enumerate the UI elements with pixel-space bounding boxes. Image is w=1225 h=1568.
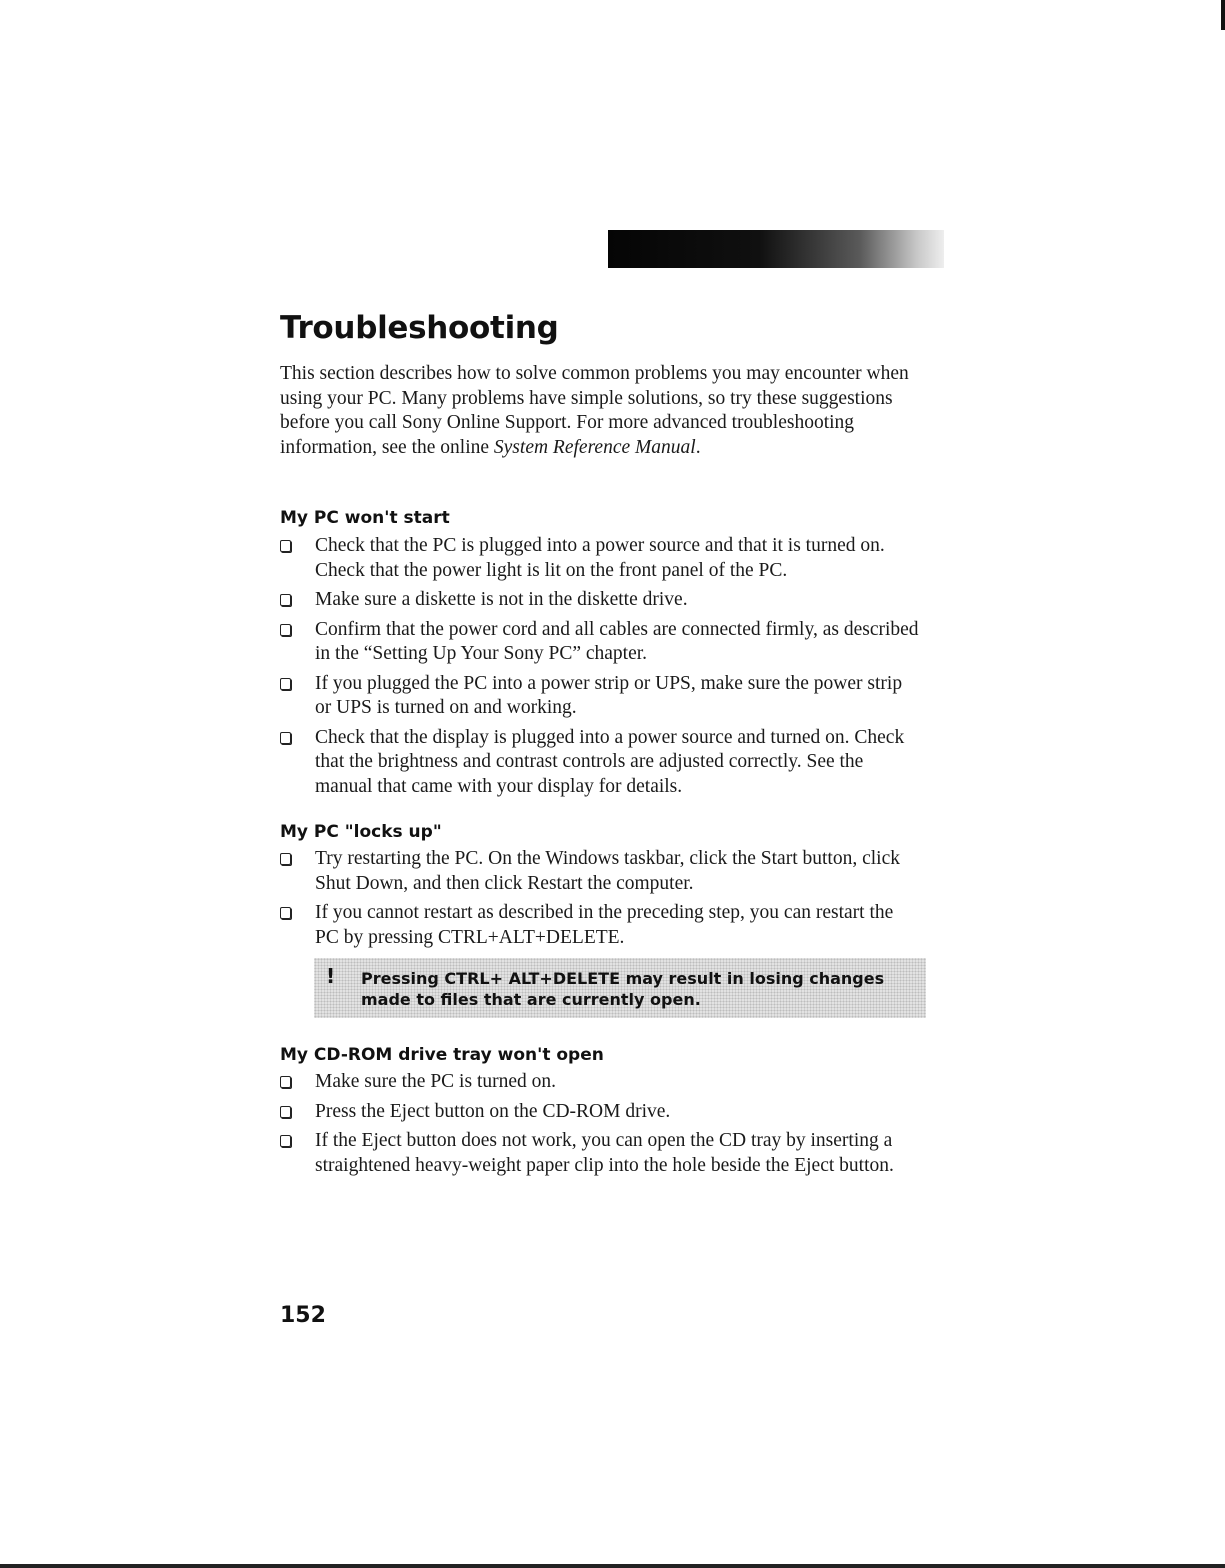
intro-reference-title: System Reference Manual [493,436,696,458]
list-item-text: Press the Eject button on the CD-ROM drive. [315,1100,671,1122]
checkbox-bullet-icon [280,594,291,606]
checkbox-bullet-icon [280,732,291,744]
list-item [280,1070,920,1095]
checkbox-bullet-icon [280,540,291,552]
bullet-list-cdrom-tray [280,1070,920,1183]
list-item [280,534,920,583]
page-title: Troubleshooting [280,310,559,346]
list-item-text: If you plugged the PC into a power strip or UPS, make sure the power strip or UPS is turned on and working. [315,672,903,718]
warning-text: Pressing CTRL+ ALT+DELETE may result in losing changes made to files that are currently open. [361,969,885,1009]
intro-end: . [695,436,701,458]
list-item [280,726,920,800]
checkbox-bullet-icon [280,1106,291,1118]
intro-text: This section describes how to solve common problems you may encounter when using your PC. Many problems have simple solutions, so try these suggestions before you call Sony Online Support. For more advanced troubleshooting information, see the online [280,363,909,458]
warning-callout [314,958,926,1018]
checkbox-bullet-icon [280,678,291,690]
section-heading-wont-start: My PC won't start [280,508,450,528]
list-item [280,1100,920,1125]
checkbox-bullet-icon [280,853,291,865]
bullet-list-locks-up [280,847,920,955]
chapter-header-bar [608,230,944,268]
checkbox-bullet-icon [280,624,291,636]
checkbox-bullet-icon [280,1076,291,1088]
list-item [280,901,920,950]
intro-paragraph [280,362,930,460]
list-item-text: Try restarting the PC. On the Windows taskbar, click the Start button, click Shut Down, and then click Restart the computer. [315,848,900,894]
list-item [280,1129,920,1178]
list-item-text: Confirm that the power cord and all cables are connected firmly, as described in the “Setting Up Your Sony PC” chapter. [315,618,919,664]
list-item-text: If you cannot restart as described in the preceding step, you can restart the PC by pressing CTRL+ALT+DELETE. [315,902,894,948]
list-item [280,672,920,721]
section-heading-cdrom-tray: My CD-ROM drive tray won't open [280,1045,604,1065]
bottom-scan-edge [0,1564,1225,1568]
list-item-text: Make sure a diskette is not in the diskette drive. [315,589,688,610]
corner-scan-mark [1221,0,1225,30]
checkbox-bullet-icon [280,907,291,919]
checkbox-bullet-icon [280,1135,291,1147]
list-item-text: If the Eject button does not work, you can open the CD tray by inserting a straightened heavy-weight paper clip into the hole beside the Eject button. [315,1130,894,1176]
list-item-text: Make sure the PC is turned on. [315,1071,557,1092]
exclamation-icon: ! [326,964,336,988]
list-item [280,618,920,667]
list-item-text: Check that the display is plugged into a power source and turned on. Check that the brightness and contrast controls are adjusted correctly. See the manual that came with your display for details. [315,726,905,797]
page-number: 152 [280,1303,326,1328]
section-heading-locks-up: My PC "locks up" [280,822,442,842]
list-item-text: Check that the PC is plugged into a power source and that it is turned on. Check that the power light is lit on the front panel of the PC. [315,535,885,581]
list-item [280,588,920,613]
bullet-list-wont-start [280,534,920,804]
list-item [280,847,920,896]
